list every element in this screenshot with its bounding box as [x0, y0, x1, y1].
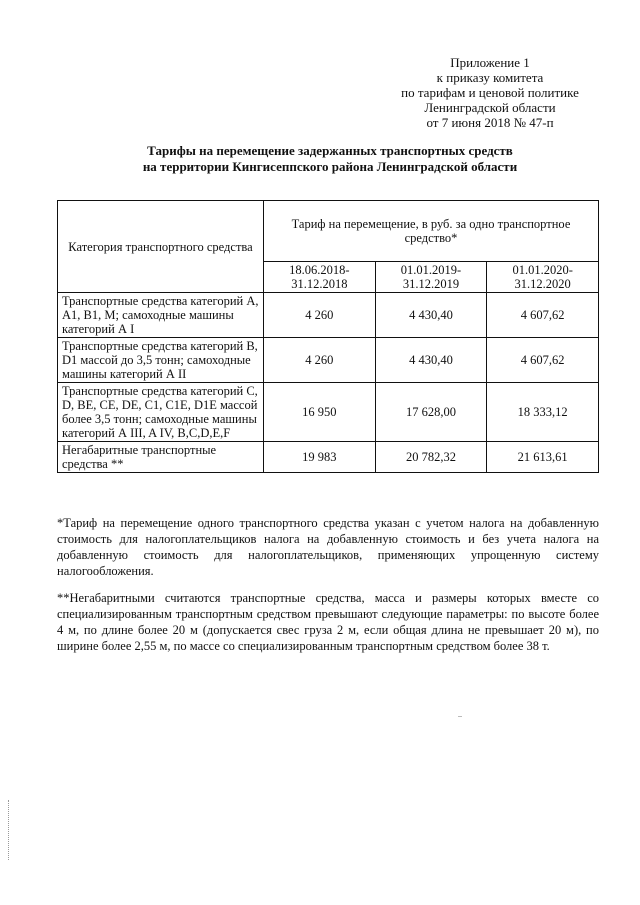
table-row: [58, 293, 599, 338]
tariff-cell: 4 607,62: [487, 293, 599, 338]
title-line: Тарифы на перемещение задержанных транспортных средств: [147, 143, 513, 158]
category-cell: Транспортные средства категорий В, D1 массой до 3,5 тонн; самоходные машины категорий А II: [58, 338, 264, 383]
scan-speck: [458, 716, 462, 717]
appendix-line: по тарифам и ценовой политике: [401, 85, 579, 100]
appendix-line: Ленинградской области: [424, 100, 556, 115]
tariff-table: [57, 200, 599, 473]
appendix-line: Приложение 1: [450, 55, 530, 70]
tariff-cell: 21 613,61: [487, 442, 599, 473]
period-header: 18.06.2018-31.12.2018: [264, 262, 376, 293]
footnote-text: *Тариф на перемещение одного транспортного средства указан с учетом налога на добавленную стоимость для налогоплательщиков налога на добавленную стоимость и без учета налога на добавленную стоимость для налогоплательщиков, применяющих упрощенную систему налогообложения.: [57, 516, 599, 578]
footnote-oversized: [57, 590, 599, 654]
tariff-cell: 4 430,40: [375, 338, 487, 383]
table-row: [58, 442, 599, 473]
tariff-cell: 4 260: [264, 338, 376, 383]
category-cell: Транспортные средства категорий А, А1, В1, М; самоходные машины категорий А I: [58, 293, 264, 338]
margin-scan-mark: [8, 800, 10, 860]
tariff-cell: 4 607,62: [487, 338, 599, 383]
table-row: [58, 338, 599, 383]
document-title: [60, 143, 600, 175]
tariff-cell: 4 430,40: [375, 293, 487, 338]
table-header-row: [58, 201, 599, 262]
period-header: 01.01.2020-31.12.2020: [487, 262, 599, 293]
appendix-block: [390, 55, 590, 130]
appendix-line: от 7 июня 2018 № 47-п: [426, 115, 554, 130]
tariff-cell: 16 950: [264, 383, 376, 442]
table-row: [58, 383, 599, 442]
category-cell: Транспортные средства категорий С, D, BE, CE, DE, C1, C1E, D1E массой более 3,5 тонн; самоходные машины категорий А III, A IV, B,C,D,E,F: [58, 383, 264, 442]
title-line: на территории Кингисеппского района Ленинградской области: [142, 159, 518, 174]
tariff-cell: 18 333,12: [487, 383, 599, 442]
footnote-text: **Негабаритными считаются транспортные средства, масса и размеры которых вместе со специализированным транспортным средством превышают следующие параметры: по высоте более 4 м, по длине более 20 м (допускается свес груза 2 м, если общая длина не превышает 20 м), по ширине более 2,55 м, по массе со специализированным транспортным средством более 38 т.: [57, 591, 599, 653]
tariff-column-header: Тариф на перемещение, в руб. за одно транспортное средство*: [264, 201, 599, 262]
period-header: 01.01.2019-31.12.2019: [375, 262, 487, 293]
tariff-cell: 19 983: [264, 442, 376, 473]
tariff-cell: 20 782,32: [375, 442, 487, 473]
footnote-vat: [57, 515, 599, 579]
tariff-cell: 17 628,00: [375, 383, 487, 442]
category-column-header: Категория транспортного средства: [58, 201, 264, 293]
appendix-line: к приказу комитета: [436, 70, 544, 85]
category-cell: Негабаритные транспортные средства **: [58, 442, 264, 473]
tariff-cell: 4 260: [264, 293, 376, 338]
